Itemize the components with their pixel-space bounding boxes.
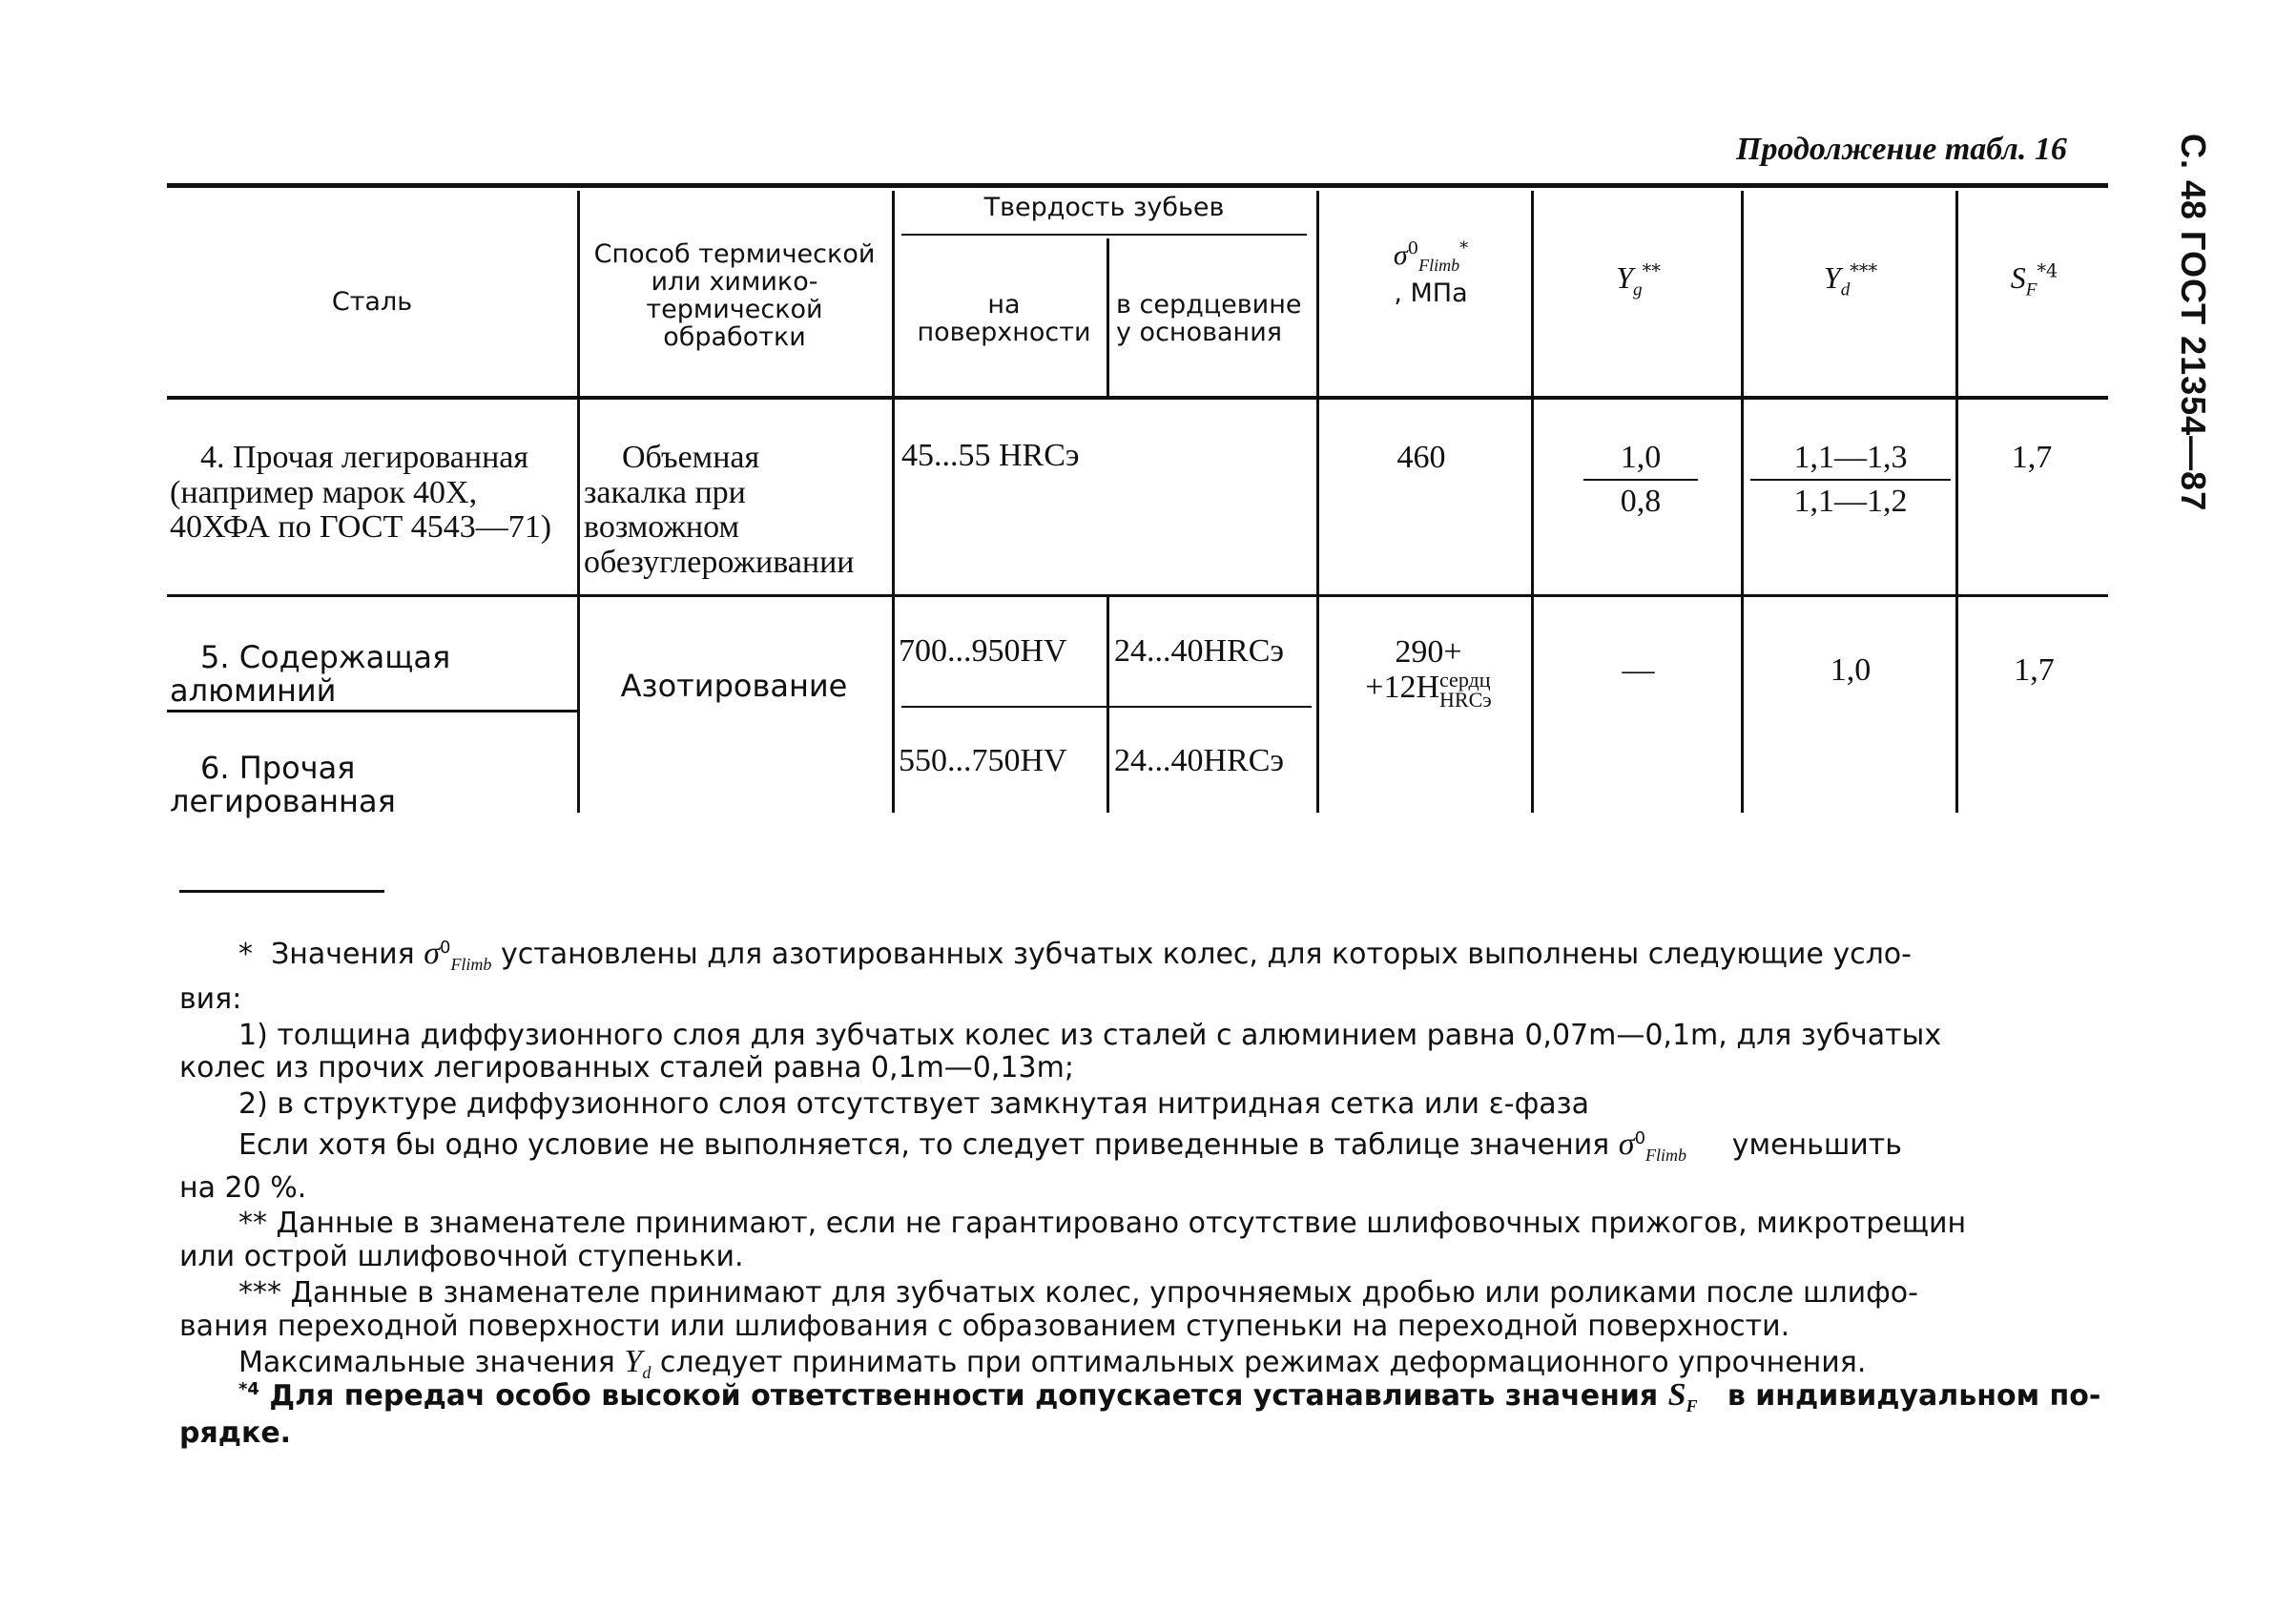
row5-sigma-line1: 290+: [1395, 634, 1462, 670]
header-sf-sub: F: [2025, 279, 2037, 300]
row5-core: 24...40HRCэ: [1114, 633, 1285, 669]
col-divider-4: [1316, 191, 1319, 813]
row6-core: 24...40HRCэ: [1114, 743, 1285, 778]
header-method: Способ термической или химико-термической обработки: [593, 239, 876, 353]
note4-line1: [238, 1376, 2100, 1417]
row6-steel: 6. Прочая легированная: [170, 750, 396, 820]
side-header: [2165, 134, 2213, 572]
header-yg-star: **: [1642, 259, 1661, 282]
row6-surface: 550...750HV: [899, 743, 1067, 778]
row4-surface: 45...55 HRCэ: [901, 438, 1080, 473]
note1-line1: [238, 935, 1912, 976]
header-core: в сердцевине у основания: [1116, 290, 1302, 348]
col-divider-2: [892, 191, 895, 813]
header-yd-sub: d: [1840, 279, 1851, 300]
note1-text-b: установлены для азотированных зубчатых колес, для которых выполнены следующие усло-: [500, 938, 1912, 971]
note1-if-a: Если хотя бы одно условие не выполняется, то следует приведенные в таблице значения: [238, 1128, 1610, 1162]
header-yg: [1536, 259, 1741, 300]
row5-sf: 1,7: [2014, 652, 2055, 688]
header-sf: [1960, 259, 2108, 300]
note2-line2: или острой шлифовочной ступеньки.: [179, 1240, 744, 1273]
note1-sigma-sup: 0: [439, 938, 451, 958]
header-yd: [1746, 259, 1955, 300]
header-sigma-star: *: [1459, 238, 1469, 258]
header-yg-symbol: Y: [1616, 260, 1633, 295]
row4-yd-denominator: 1,1—1,2: [1793, 484, 1908, 519]
header-yd-symbol: Y: [1823, 260, 1841, 295]
row4-yg-numerator: 1,0: [1620, 440, 1662, 475]
row5-method: Азотирование: [620, 668, 848, 704]
col-divider-3: [1107, 238, 1109, 396]
header-sigma-sub: Flimb: [1418, 256, 1460, 275]
row4-yd-fraction-bar: [1750, 479, 1951, 481]
row4-yd-numerator: 1,1—1,3: [1793, 440, 1908, 475]
note3-line2: вания переходной поверхности или шлифования с образованием ступеньки на переходной поверхности.: [179, 1310, 1790, 1343]
note1-if-b: уменьшить: [1731, 1128, 1902, 1162]
header-yg-sub: g: [1633, 279, 1643, 300]
header-sf-star: *4: [2037, 259, 2058, 282]
row4-bottom-rule: [167, 594, 2108, 597]
col-divider-5: [1531, 191, 1534, 813]
header-sf-symbol: S: [2010, 260, 2026, 295]
row5-steel: 5. Содержащая алюминий: [170, 639, 451, 710]
note3-c-b: следует принимать при оптимальных режимах деформационного упрочнения.: [659, 1346, 1867, 1379]
note4-star: *4: [238, 1379, 259, 1399]
row4-method: Объемная закалка при возможном обезуглероживании: [584, 440, 855, 581]
note1-star: *: [238, 938, 253, 971]
note4-a: Для передач особо высокой ответственности допускается устанавливать значения: [269, 1379, 1659, 1413]
row4-sf: 1,7: [2011, 440, 2053, 475]
note1-item2: 2) в структуре диффузионного слоя отсутствует замкнутая нитридная сетка или ε-фаза: [238, 1087, 1589, 1121]
row5-yd: 1,0: [1830, 652, 1872, 688]
header-surface: на поверхности: [917, 290, 1091, 348]
col-divider-6: [1741, 191, 1744, 813]
note1-sigma-sub: Flimb: [450, 955, 492, 974]
header-bottom-rule: [167, 396, 2108, 400]
note1-item1-a: 1) толщина диффузионного слоя для зубчатых колес из сталей с алюминием равна 0,07m—0,1m, для зубчатых: [238, 1019, 1942, 1052]
row5-surface: 700...950HV: [899, 633, 1067, 669]
row5-sigma: [1326, 634, 1531, 710]
note4-b: в индивидуальном по-: [1727, 1379, 2101, 1413]
header-hardness: Твердость зубьев: [983, 193, 1225, 222]
row4-yg-fraction-bar: [1583, 479, 1698, 481]
note1-if-c: на 20 %.: [179, 1171, 307, 1205]
note1-if-line: [238, 1126, 1902, 1167]
footnote-rule: [179, 890, 384, 893]
note1-line2: вия:: [179, 982, 242, 1016]
row5-sigma-sup: сердц: [1439, 667, 1491, 692]
col-divider-1: [577, 191, 580, 813]
hardness-subheader-rule: [901, 234, 1307, 236]
row4-yg-denominator: 0,8: [1620, 484, 1662, 519]
row4-steel: 4. Прочая легированная (например марок 40Х, 40ХФА по ГОСТ 4543—71): [170, 440, 552, 546]
note4-line2: рядке.: [179, 1416, 292, 1450]
note1-if-sigma: σ: [1618, 1126, 1635, 1162]
note1-sigma: σ: [424, 936, 440, 971]
note3-line1: *** Данные в знаменателе принимают для зубчатых колес, упрочняемых дробью или роликами после шлифо-: [238, 1276, 1918, 1310]
side-header-text: С. 48 ГОСТ 21354—87: [2174, 134, 2213, 512]
note3-c-symbol: Y: [624, 1344, 643, 1379]
header-yd-star: ***: [1850, 259, 1878, 282]
note1-if-sub: Flimb: [1645, 1146, 1687, 1165]
row5-yg: —: [1622, 652, 1655, 688]
col-divider-7: [1955, 191, 1958, 813]
col-divider-3b: [1107, 597, 1109, 813]
note3-c-a: Максимальные значения: [238, 1346, 615, 1379]
header-sigma-symbol: σ: [1393, 239, 1408, 271]
note1-text-a: Значения: [271, 938, 415, 971]
continuation-title: Продолжение табл. 16: [1736, 132, 2067, 167]
row4-sigma: 460: [1396, 440, 1446, 475]
header-sigma: [1335, 238, 1526, 309]
note2-line1: ** Данные в знаменателе принимают, если не гарантировано отсутствие шлифовочных прижогов, микротрещин: [238, 1207, 1967, 1240]
note4-sub: F: [1686, 1396, 1698, 1415]
header-sigma-unit: , МПа: [1394, 279, 1468, 308]
row5-bottom-rule-steel: [167, 710, 577, 713]
row5-sigma-sub: HRCэ: [1439, 687, 1492, 712]
note1-if-sup: 0: [1634, 1128, 1646, 1148]
note3-c-sub: d: [642, 1363, 652, 1382]
header-steel: Сталь: [331, 287, 413, 317]
table-top-rule: [167, 183, 2108, 188]
row5-sigma-line2: +12H: [1365, 670, 1440, 706]
header-sigma-sup: 0: [1407, 238, 1419, 258]
note4-symbol: S: [1667, 1377, 1686, 1413]
note1-item1-b: колес из прочих легированных сталей равна 0,1m—0,13m;: [179, 1051, 1074, 1084]
